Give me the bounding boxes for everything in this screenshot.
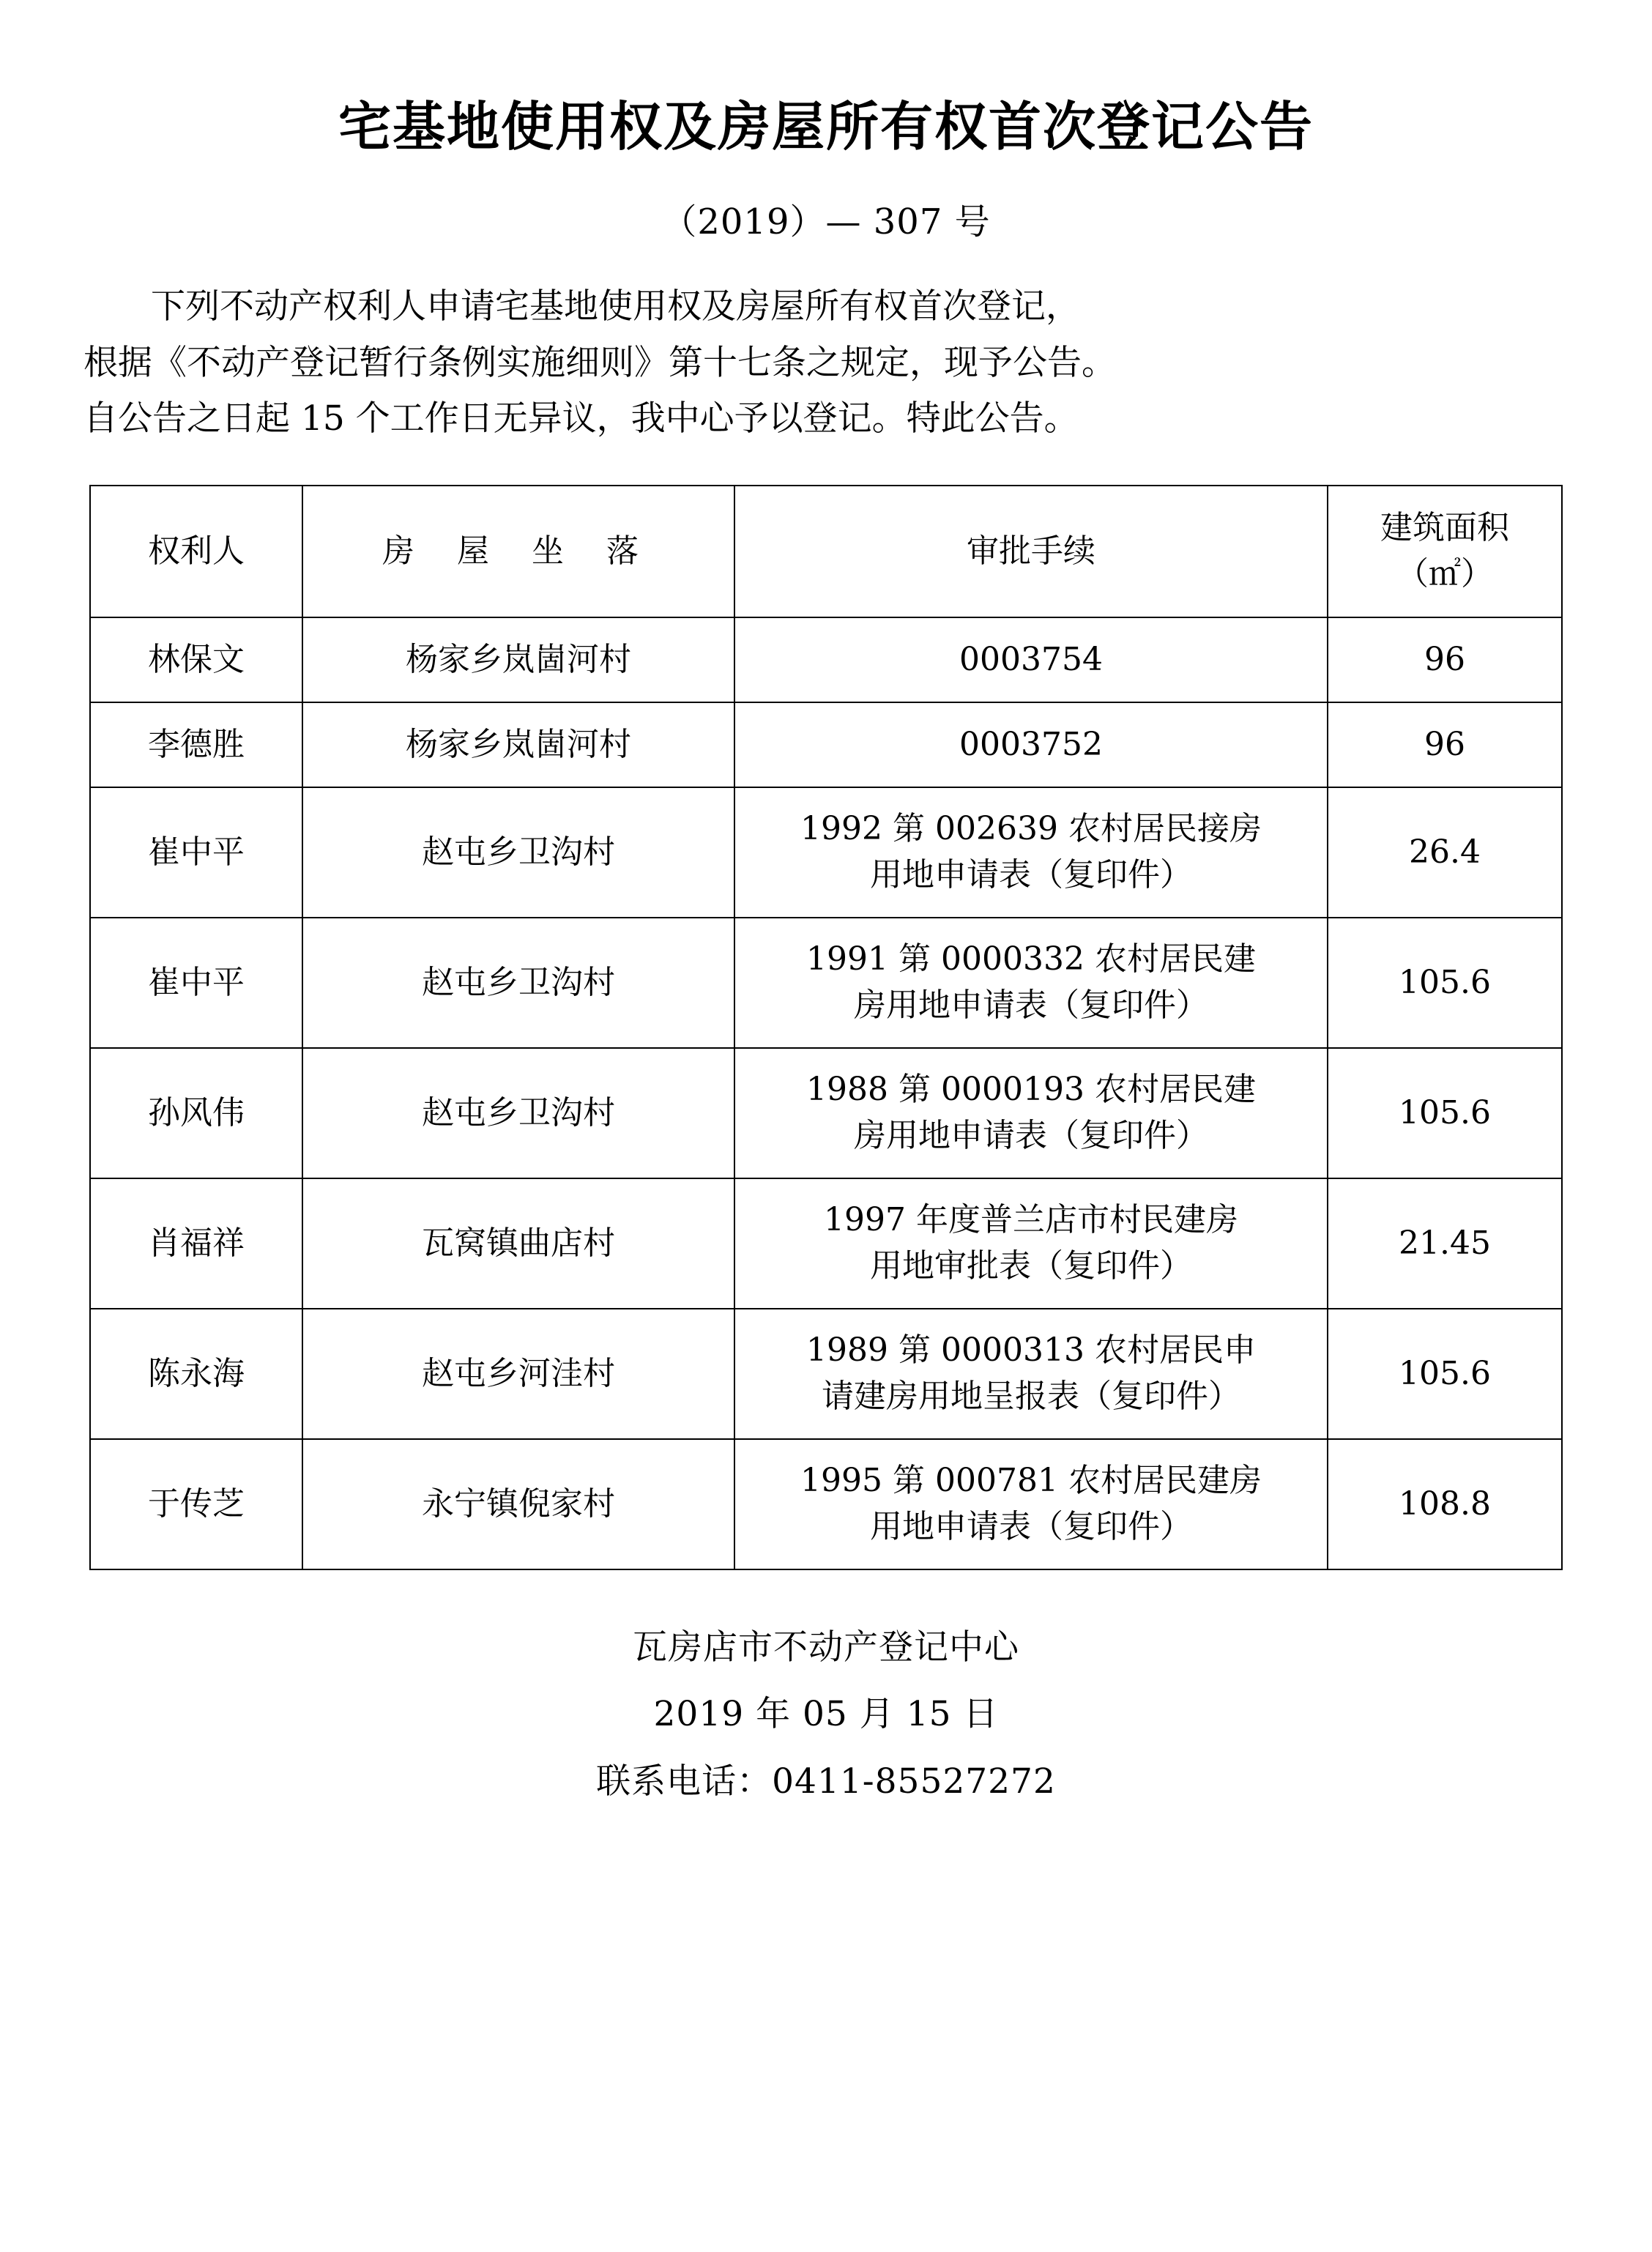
cell-approval-line2: 用地审批表（复印件）: [870, 1246, 1192, 1285]
registration-table: [89, 485, 1563, 1570]
cell-area: 105.6: [1328, 1048, 1562, 1178]
table-row: [90, 1178, 1562, 1309]
cell-owner: 崔中平: [90, 787, 302, 918]
cell-approval-line2: 请建房用地呈报表（复印件）: [822, 1377, 1240, 1415]
cell-approval: [734, 918, 1328, 1048]
cell-approval: [734, 1178, 1328, 1309]
body-line-3: 自公告之日起 15 个工作日无异议，我中心予以登记。特此公告。: [83, 398, 1079, 439]
cell-location: 瓦窝镇曲店村: [302, 1178, 734, 1309]
cell-approval: [734, 617, 1328, 702]
table-row: [90, 787, 1562, 918]
cell-owner: 肖福祥: [90, 1178, 302, 1309]
body-line-1-text: 下列不动产权利人申请宅基地使用权及房屋所有权首次登记，: [151, 286, 1080, 327]
cell-approval-line1: 0003752: [959, 725, 1103, 763]
column-header-owner: 权利人: [90, 486, 302, 617]
cell-area: 105.6: [1328, 1309, 1562, 1439]
column-header-location: 房 屋 坐 落: [302, 486, 734, 617]
table-row: [90, 1439, 1562, 1569]
table-row: [90, 918, 1562, 1048]
contact-phone: 联系电话：0411-85527272: [596, 1761, 1056, 1802]
body-line-2: 根据《不动产登记暂行条例实施细则》第十七条之规定，现予公告。: [83, 342, 1116, 383]
column-header-approval: 审批手续: [734, 486, 1328, 617]
table-row: [90, 617, 1562, 702]
cell-approval-line2: 房用地申请表（复印件）: [854, 986, 1208, 1024]
cell-location: 杨家乡岚崮河村: [302, 617, 734, 702]
cell-approval: [734, 1439, 1328, 1569]
cell-location: 赵屯乡河洼村: [302, 1309, 734, 1439]
table-row: [90, 1309, 1562, 1439]
page-title: 宅基地使用权及房屋所有权首次登记公告: [338, 95, 1314, 157]
cell-location: 杨家乡岚崮河村: [302, 702, 734, 787]
cell-owner: 李德胜: [90, 702, 302, 787]
cell-area: 21.45: [1328, 1178, 1562, 1309]
cell-area: 96: [1328, 617, 1562, 702]
cell-approval: [734, 1309, 1328, 1439]
announcement-body: [73, 279, 1579, 446]
cell-approval-line1: 1995 第 000781 农村居民建房: [800, 1462, 1262, 1500]
cell-approval: [734, 1048, 1328, 1178]
cell-approval: [734, 787, 1328, 918]
column-header-area: [1328, 486, 1562, 617]
cell-owner: 崔中平: [90, 918, 302, 1048]
document-number: （2019）— 307 号: [661, 201, 991, 243]
cell-location: 赵屯乡卫沟村: [302, 918, 734, 1048]
cell-approval-line2: 用地申请表（复印件）: [870, 855, 1192, 893]
cell-location: 赵屯乡卫沟村: [302, 787, 734, 918]
cell-approval-line1: 1991 第 0000332 农村居民建: [806, 940, 1256, 978]
body-line-1: [83, 279, 1569, 335]
cell-area: 105.6: [1328, 918, 1562, 1048]
cell-approval-line2: 用地申请表（复印件）: [870, 1507, 1192, 1545]
column-header-area-line2: （㎡）: [1396, 554, 1493, 592]
column-header-area-line1: 建筑面积: [1380, 509, 1509, 547]
cell-approval-line1: 1992 第 002639 农村居民接房: [800, 810, 1262, 848]
issuer-name: 瓦房店市不动产登记中心: [633, 1627, 1019, 1668]
cell-location: 赵屯乡卫沟村: [302, 1048, 734, 1178]
cell-owner: 孙风伟: [90, 1048, 302, 1178]
cell-approval-line2: 房用地申请表（复印件）: [854, 1116, 1208, 1154]
cell-area: 108.8: [1328, 1439, 1562, 1569]
table-row: [90, 702, 1562, 787]
cell-area: 96: [1328, 702, 1562, 787]
cell-location: 永宁镇倪家村: [302, 1439, 734, 1569]
issue-date: 2019 年 05 月 15 日: [653, 1694, 999, 1735]
table-row: [90, 1048, 1562, 1178]
document-footer: [73, 1614, 1579, 1816]
cell-approval-line1: 1997 年度普兰店市村民建房: [824, 1201, 1238, 1239]
cell-approval-line1: 1989 第 0000313 农村居民申: [806, 1331, 1256, 1370]
cell-approval: [734, 702, 1328, 787]
cell-area: 26.4: [1328, 787, 1562, 918]
table-header-row: [90, 486, 1562, 617]
cell-owner: 陈永海: [90, 1309, 302, 1439]
cell-owner: 林保文: [90, 617, 302, 702]
cell-approval-line1: 1988 第 0000193 农村居民建: [806, 1071, 1256, 1109]
cell-owner: 于传芝: [90, 1439, 302, 1569]
cell-approval-line1: 0003754: [959, 640, 1103, 678]
